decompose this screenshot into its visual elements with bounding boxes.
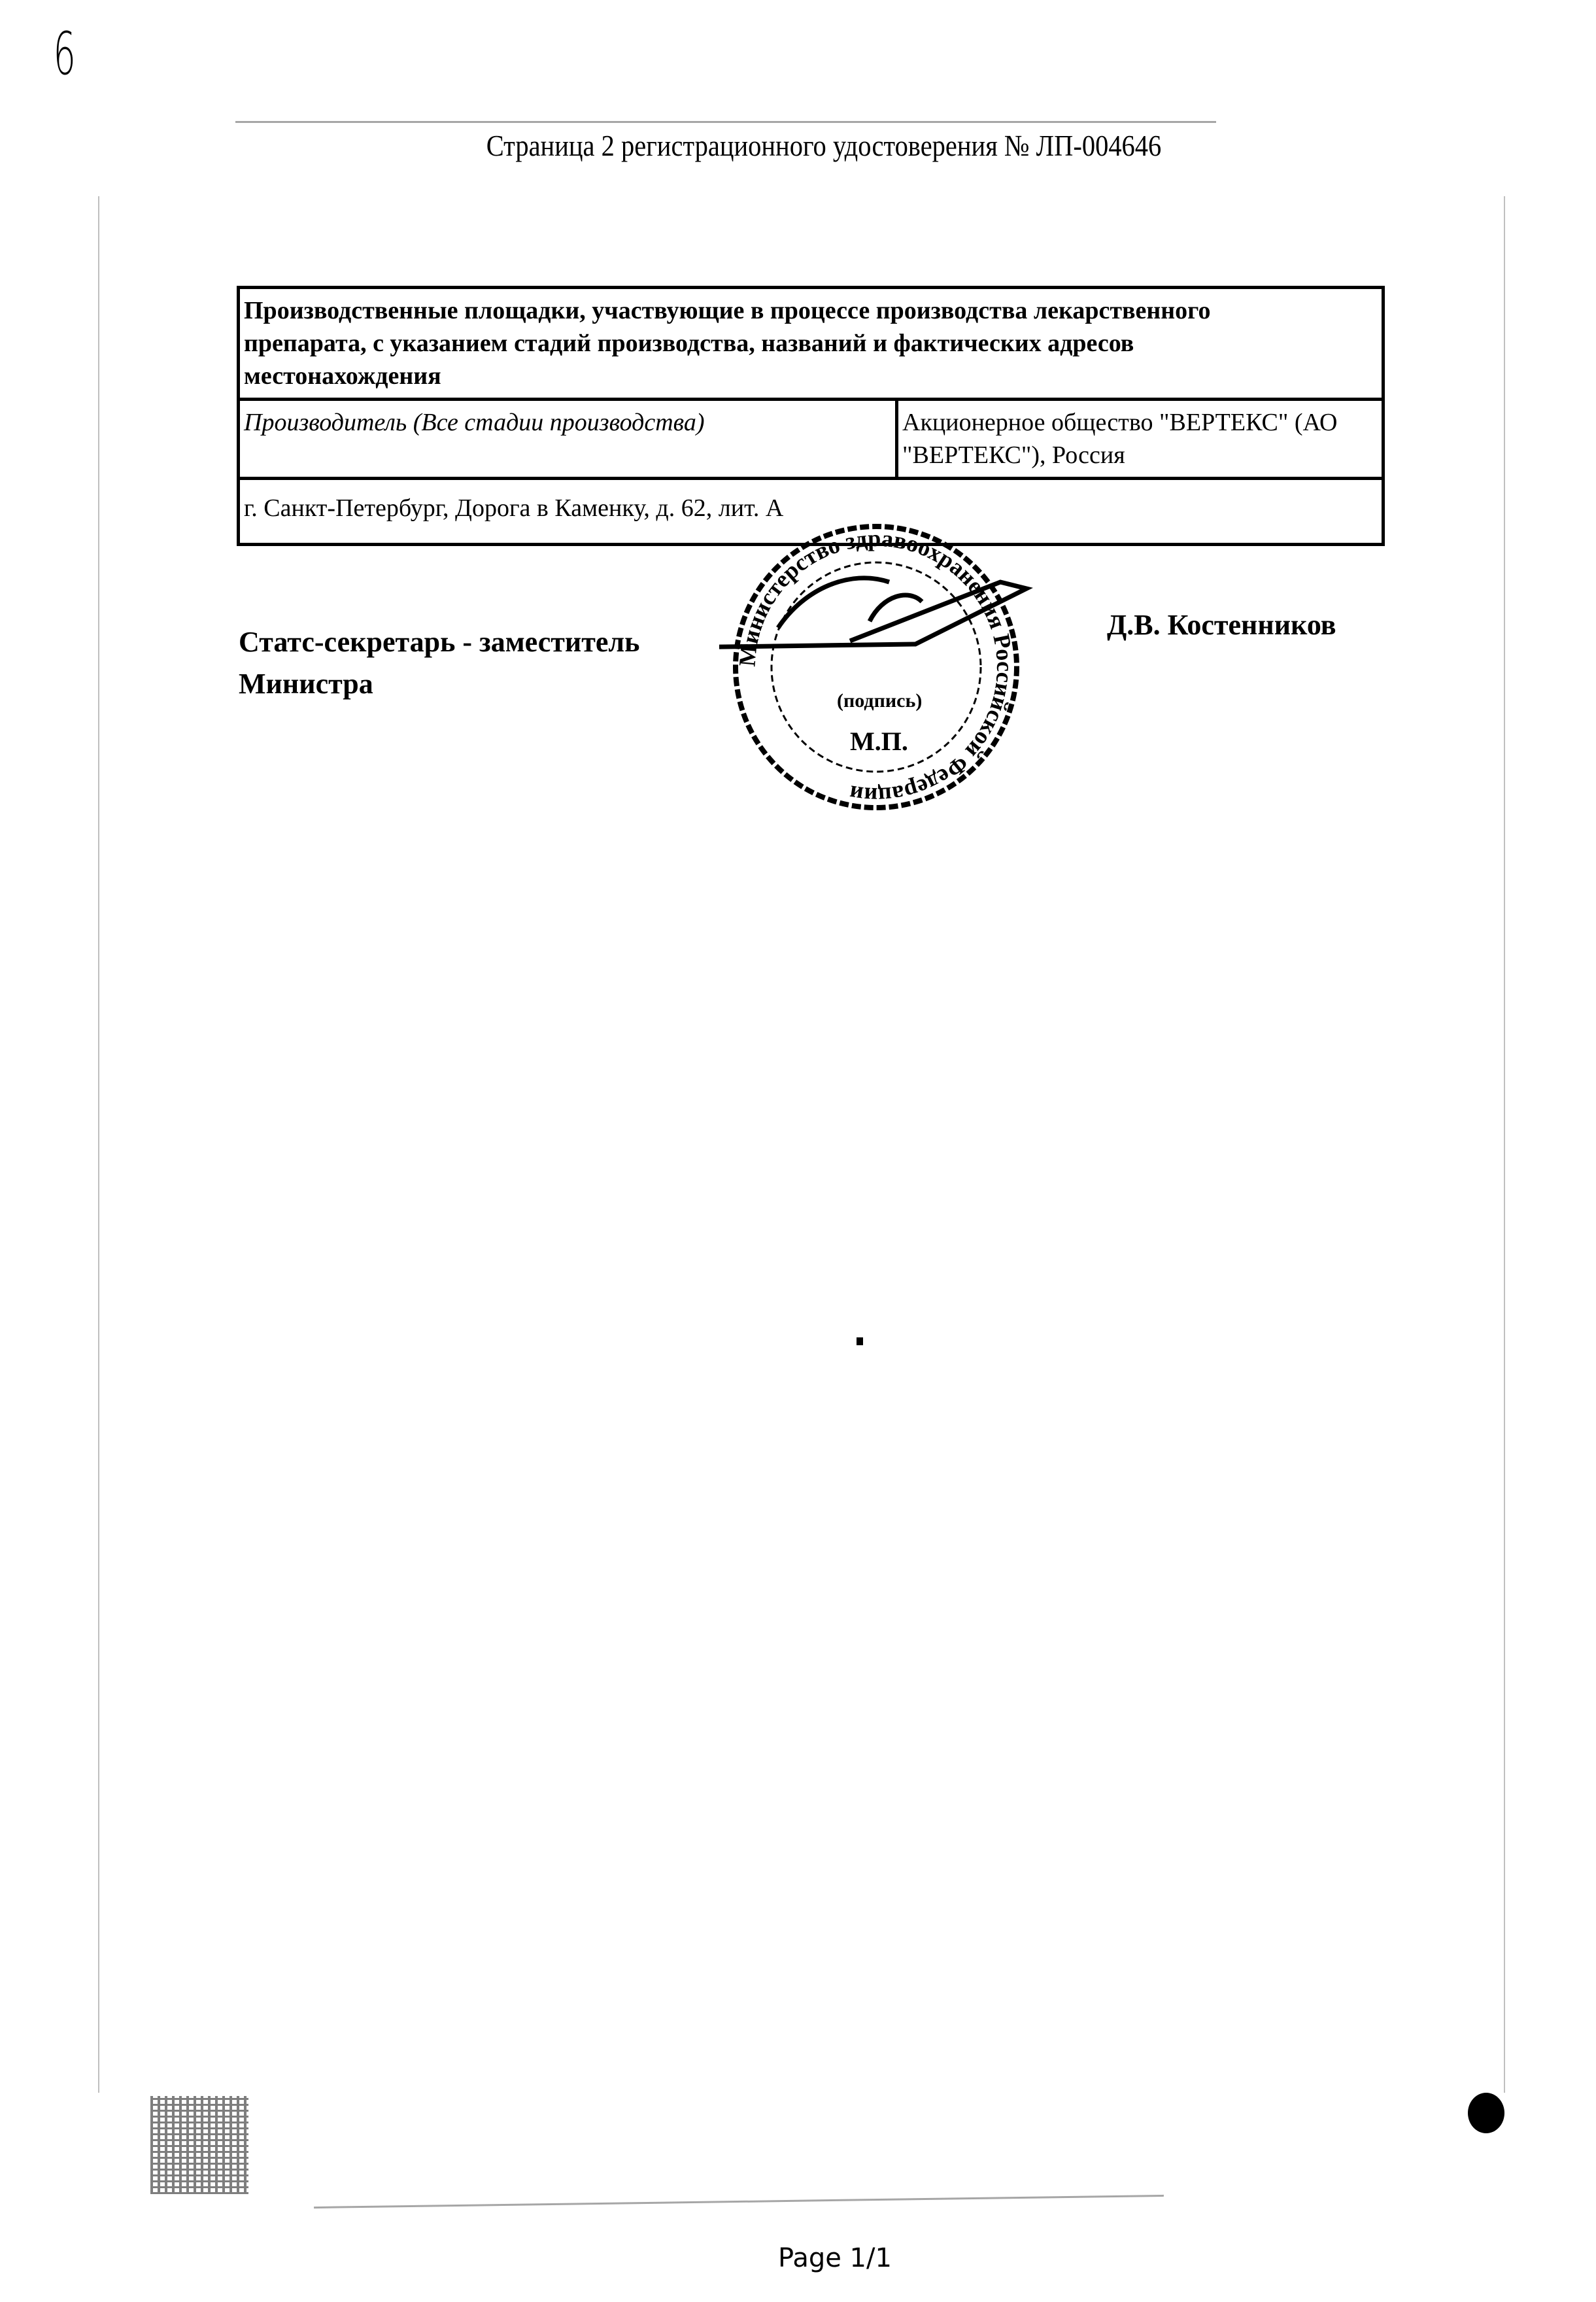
table-heading: Производственные площадки, участвующие в процессе производства лекарственного препарата, с указанием стадий производства, названий и фактических адресов местонахождения (239, 288, 1384, 400)
official-stamp (719, 510, 1033, 824)
manufacturer-role: Производитель (Все стадии производства) (239, 400, 897, 479)
scan-edge (98, 196, 99, 2093)
punch-hole-mark (1468, 2093, 1504, 2133)
stamp-mp: М.П. (850, 727, 908, 756)
production-sites-table (237, 286, 1385, 546)
scan-line (235, 121, 1216, 123)
table-row (239, 400, 1384, 479)
scan-noise-block (150, 2096, 248, 2194)
handwritten-page-mark: 6 (53, 20, 76, 88)
manufacturer-company: Акционерное общество "ВЕРТЕКС" (АО "ВЕРТЕКС"), Россия (897, 400, 1384, 479)
signatory-title-line2: Министра (239, 668, 373, 700)
page-footer: Page 1/1 (778, 2243, 892, 2273)
scan-edge (1504, 196, 1505, 2093)
speck (857, 1337, 863, 1345)
stamp-caption: (подпись) (837, 690, 923, 712)
scan-line (314, 2195, 1164, 2208)
page-header: Страница 2 регистрационного удостоверения № ЛП-004646 (486, 129, 1162, 162)
signatory-title-line1: Статс-секретарь - заместитель (239, 626, 640, 658)
signatory-title (239, 621, 639, 705)
table-heading-row (239, 288, 1384, 400)
manufacturer-address: г. Санкт-Петербург, Дорога в Каменку, д. 62, лит. А (239, 479, 1384, 545)
signatory-name: Д.В. Костенников (1107, 609, 1336, 641)
stamp-ring-text: Министерство здравоохранения Российской Федерации (734, 524, 1019, 810)
